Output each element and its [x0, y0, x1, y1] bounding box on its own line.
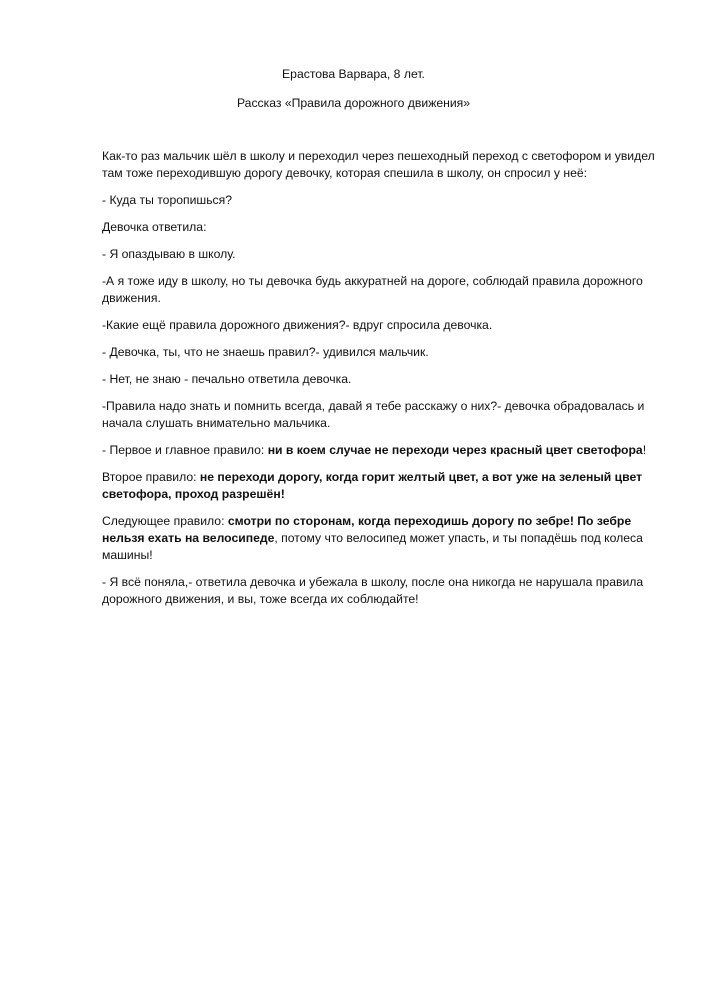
paragraph-question: - Куда ты торопишься? — [102, 193, 233, 207]
paragraph-surprised: - Девочка, ты, что не знаешь правил?- удивился мальчик. — [102, 345, 429, 359]
author-line: Ерастова Варвара, 8 лет. — [282, 67, 425, 81]
paragraph-dont-know: - Нет, не знаю - печально ответила девочка. — [102, 372, 352, 386]
paragraph-rule-2 — [102, 469, 662, 503]
paragraph-intro: Как-то раз мальчик шёл в школу и переходил через пешеходный переход с светофором и увидел там тоже переходившую дорогу девочку, которая спешила в школу, он спросил у неё: — [102, 149, 655, 180]
rule-3-suffix: , потому что велосипед может упасть, и ты попадёшь под колеса машины! — [102, 531, 643, 562]
paragraph-ending: - Я всё поняла,- ответила девочка и убежала в школу, после она никогда не нарушала правила дорожного движения, и вы, тоже всегда их соблюдайте! — [102, 575, 644, 606]
paragraph-late: - Я опаздываю в школу. — [102, 247, 236, 261]
rule-3-prefix: Следующее правило: — [102, 514, 228, 528]
paragraph-rule-3 — [102, 513, 662, 564]
rule-2-prefix: Второе правило: — [102, 470, 200, 484]
rule-1-suffix: ! — [642, 443, 647, 457]
paragraph-which-rules: -Какие ещё правила дорожного движения?- вдруг спросила девочка. — [102, 318, 493, 332]
rule-2-bold: не переходи дорогу, когда горит желтый цвет, а вот уже на зеленый цвет светофора, проход разрешён! — [102, 470, 643, 501]
paragraph-must-know: -Правила надо знать и помнить всегда, давай я тебе расскажу о них?- девочка обрадовалась и начала слушать внимательно мальчика. — [102, 399, 645, 430]
paragraph-girl-answered: Девочка ответила: — [102, 220, 207, 234]
rule-1-bold: ни в коем случае не переходи через красный цвет светофора — [267, 443, 643, 457]
rule-3-bold: смотри по сторонам, когда переходишь дорогу по зебре! По зебре нельзя ехать на велосипеде — [102, 514, 632, 545]
story-body — [102, 148, 662, 618]
rule-1-prefix: - Первое и главное правило: — [102, 443, 268, 457]
paragraph-rule-1 — [102, 442, 662, 459]
story-title: Рассказ «Правила дорожного движения» — [236, 96, 471, 110]
paragraph-boy-advice: -А я тоже иду в школу, но ты девочка будь аккуратней на дороге, соблюдай правила дорожного движения. — [102, 274, 643, 305]
